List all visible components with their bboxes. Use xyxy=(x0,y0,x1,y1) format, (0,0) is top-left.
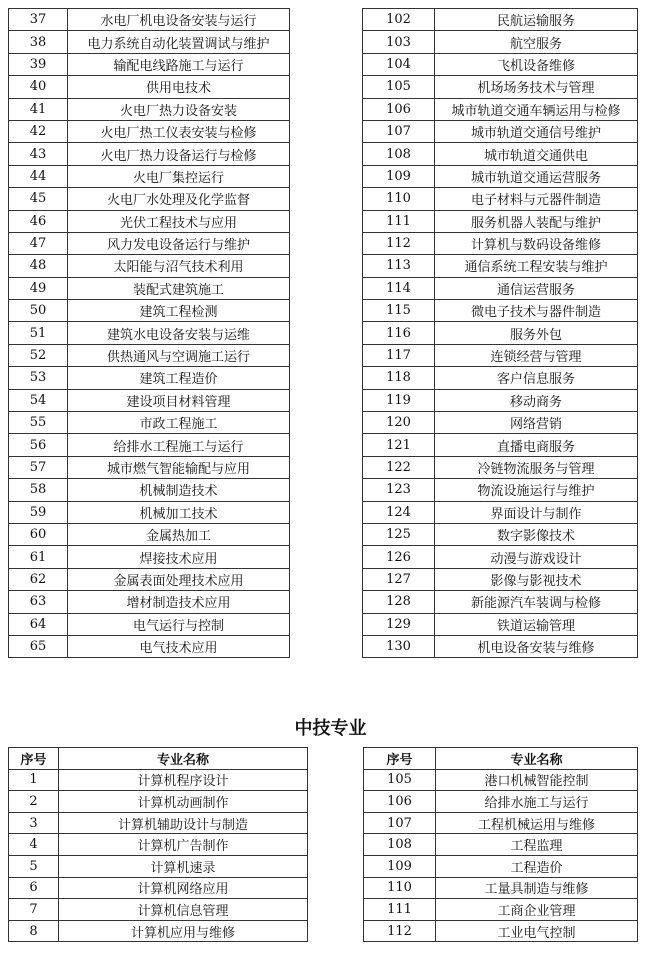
header-major-name: 专业名称 xyxy=(436,748,638,770)
table-row xyxy=(9,613,290,635)
seq-cell: 117 xyxy=(363,344,435,366)
major-name-cell: 光伏工程技术与应用 xyxy=(68,210,290,232)
major-name-cell: 机械加工技术 xyxy=(68,501,290,523)
major-name-cell: 工程造价 xyxy=(436,855,638,877)
table-row xyxy=(9,120,290,142)
seq-cell: 45 xyxy=(9,188,68,210)
seq-cell: 62 xyxy=(9,568,68,590)
table-row xyxy=(9,9,290,31)
table-row xyxy=(363,300,638,322)
table-row xyxy=(9,877,308,899)
major-name-cell: 给排水施工与运行 xyxy=(436,791,638,813)
seq-cell: 60 xyxy=(9,523,68,545)
seq-cell: 123 xyxy=(363,479,435,501)
table-row xyxy=(364,812,638,834)
seq-cell: 108 xyxy=(363,143,435,165)
header-row xyxy=(9,748,308,770)
major-name-cell: 计算机辅助设计与制造 xyxy=(59,812,308,834)
seq-cell: 52 xyxy=(9,344,68,366)
table-row xyxy=(9,412,290,434)
table-row xyxy=(9,523,290,545)
major-name-cell: 电力系统自动化装置调试与维护 xyxy=(68,31,290,53)
seq-cell: 110 xyxy=(363,188,435,210)
table-row xyxy=(9,232,290,254)
seq-cell: 109 xyxy=(363,165,435,187)
seq-cell: 109 xyxy=(364,855,436,877)
major-name-cell: 供用电技术 xyxy=(68,76,290,98)
table-row xyxy=(9,812,308,834)
seq-cell: 5 xyxy=(9,855,59,877)
table-row xyxy=(363,255,638,277)
secondary-major-table-left xyxy=(8,747,308,942)
seq-cell: 1 xyxy=(9,769,59,791)
major-name-cell: 物流设施运行与维护 xyxy=(435,479,638,501)
table-row xyxy=(363,120,638,142)
table-row xyxy=(363,9,638,31)
table-row xyxy=(9,344,290,366)
major-name-cell: 太阳能与沼气技术利用 xyxy=(68,255,290,277)
seq-cell: 120 xyxy=(363,412,435,434)
seq-cell: 59 xyxy=(9,501,68,523)
seq-cell: 103 xyxy=(363,31,435,53)
seq-cell: 112 xyxy=(363,232,435,254)
table-row xyxy=(364,834,638,856)
seq-cell: 54 xyxy=(9,389,68,411)
seq-cell: 2 xyxy=(9,791,59,813)
major-name-cell: 数字影像技术 xyxy=(435,523,638,545)
seq-cell: 57 xyxy=(9,456,68,478)
seq-cell: 106 xyxy=(364,791,436,813)
seq-cell: 43 xyxy=(9,143,68,165)
seq-cell: 129 xyxy=(363,613,435,635)
major-name-cell: 电气运行与控制 xyxy=(68,613,290,635)
major-name-cell: 火电厂水处理及化学监督 xyxy=(68,188,290,210)
seq-cell: 114 xyxy=(363,277,435,299)
table-row xyxy=(363,53,638,75)
seq-cell: 112 xyxy=(364,920,436,942)
table-row xyxy=(9,389,290,411)
table-row xyxy=(9,210,290,232)
table-row xyxy=(363,31,638,53)
major-name-cell: 城市燃气智能输配与应用 xyxy=(68,456,290,478)
major-name-cell: 计算机信息管理 xyxy=(59,899,308,921)
seq-cell: 115 xyxy=(363,300,435,322)
table-row xyxy=(9,456,290,478)
major-name-cell: 火电厂集控运行 xyxy=(68,165,290,187)
major-name-cell: 服务机器人装配与维护 xyxy=(435,210,638,232)
table-row xyxy=(363,232,638,254)
seq-cell: 37 xyxy=(9,9,68,31)
seq-cell: 61 xyxy=(9,546,68,568)
seq-cell: 125 xyxy=(363,523,435,545)
seq-cell: 116 xyxy=(363,322,435,344)
seq-cell: 46 xyxy=(9,210,68,232)
major-name-cell: 新能源汽车装调与检修 xyxy=(435,591,638,613)
table-row xyxy=(9,434,290,456)
seq-cell: 105 xyxy=(364,769,436,791)
table-row xyxy=(9,855,308,877)
major-name-cell: 给排水工程施工与运行 xyxy=(68,434,290,456)
major-name-cell: 工量具制造与维修 xyxy=(436,877,638,899)
seq-cell: 113 xyxy=(363,255,435,277)
seq-cell: 111 xyxy=(363,210,435,232)
major-name-cell: 网络营销 xyxy=(435,412,638,434)
table-row xyxy=(363,591,638,613)
major-name-cell: 城市轨道交通信号维护 xyxy=(435,120,638,142)
major-name-cell: 计算机应用与维修 xyxy=(59,920,308,942)
seq-cell: 104 xyxy=(363,53,435,75)
major-name-cell: 城市轨道交通车辆运用与检修 xyxy=(435,98,638,120)
major-name-cell: 通信系统工程安装与维护 xyxy=(435,255,638,277)
table-row xyxy=(9,188,290,210)
seq-cell: 130 xyxy=(363,635,435,657)
major-name-cell: 火电厂热力设备运行与检修 xyxy=(68,143,290,165)
seq-cell: 48 xyxy=(9,255,68,277)
table-row xyxy=(9,277,290,299)
major-name-cell: 水电厂机电设备安装与运行 xyxy=(68,9,290,31)
header-seq: 序号 xyxy=(364,748,436,770)
seq-cell: 7 xyxy=(9,899,59,921)
seq-cell: 121 xyxy=(363,434,435,456)
table-row xyxy=(364,899,638,921)
header-row xyxy=(364,748,638,770)
major-name-cell: 计算机广告制作 xyxy=(59,834,308,856)
table-row xyxy=(364,920,638,942)
major-name-cell: 冷链物流服务与管理 xyxy=(435,456,638,478)
major-name-cell: 增材制造技术应用 xyxy=(68,591,290,613)
table-row xyxy=(364,791,638,813)
table-row xyxy=(363,98,638,120)
seq-cell: 107 xyxy=(364,812,436,834)
header-major-name: 专业名称 xyxy=(59,748,308,770)
table-row xyxy=(9,31,290,53)
table-row xyxy=(363,277,638,299)
seq-cell: 42 xyxy=(9,120,68,142)
major-name-cell: 微电子技术与器件制造 xyxy=(435,300,638,322)
major-name-cell: 铁道运输管理 xyxy=(435,613,638,635)
major-name-cell: 计算机与数码设备维修 xyxy=(435,232,638,254)
seq-cell: 38 xyxy=(9,31,68,53)
major-name-cell: 移动商务 xyxy=(435,389,638,411)
table-row xyxy=(363,613,638,635)
seq-cell: 41 xyxy=(9,98,68,120)
major-name-cell: 飞机设备维修 xyxy=(435,53,638,75)
table-row xyxy=(9,546,290,568)
major-name-cell: 金属表面处理技术应用 xyxy=(68,568,290,590)
major-name-cell: 动漫与游戏设计 xyxy=(435,546,638,568)
major-name-cell: 焊接技术应用 xyxy=(68,546,290,568)
major-name-cell: 连锁经营与管理 xyxy=(435,344,638,366)
major-name-cell: 服务外包 xyxy=(435,322,638,344)
major-name-cell: 金属热加工 xyxy=(68,523,290,545)
table-row xyxy=(9,591,290,613)
major-name-cell: 机械制造技术 xyxy=(68,479,290,501)
major-name-cell: 火电厂热工仪表安装与检修 xyxy=(68,120,290,142)
major-name-cell: 航空服务 xyxy=(435,31,638,53)
major-name-cell: 电气技术应用 xyxy=(68,635,290,657)
seq-cell: 64 xyxy=(9,613,68,635)
major-name-cell: 建筑工程检测 xyxy=(68,300,290,322)
seq-cell: 127 xyxy=(363,568,435,590)
major-name-cell: 客户信息服务 xyxy=(435,367,638,389)
seq-cell: 111 xyxy=(364,899,436,921)
seq-cell: 102 xyxy=(363,9,435,31)
table-row xyxy=(9,479,290,501)
table-row xyxy=(9,255,290,277)
table-row xyxy=(363,546,638,568)
table-row xyxy=(363,635,638,657)
upper-major-table-right xyxy=(362,8,638,658)
major-name-cell: 装配式建筑施工 xyxy=(68,277,290,299)
major-name-cell: 输配电线路施工与运行 xyxy=(68,53,290,75)
header-seq: 序号 xyxy=(9,748,59,770)
seq-cell: 6 xyxy=(9,877,59,899)
seq-cell: 44 xyxy=(9,165,68,187)
seq-cell: 51 xyxy=(9,322,68,344)
table-row xyxy=(9,899,308,921)
table-row xyxy=(9,635,290,657)
table-row xyxy=(9,769,308,791)
table-row xyxy=(363,322,638,344)
seq-cell: 40 xyxy=(9,76,68,98)
major-name-cell: 港口机械智能控制 xyxy=(436,769,638,791)
seq-cell: 55 xyxy=(9,412,68,434)
table-row xyxy=(363,501,638,523)
table-row xyxy=(9,98,290,120)
major-name-cell: 机场场务技术与管理 xyxy=(435,76,638,98)
table-row xyxy=(363,210,638,232)
table-row xyxy=(364,855,638,877)
table-row xyxy=(363,344,638,366)
major-name-cell: 供热通风与空调施工运行 xyxy=(68,344,290,366)
major-name-cell: 工商企业管理 xyxy=(436,899,638,921)
table-row xyxy=(9,367,290,389)
table-row xyxy=(363,143,638,165)
table-row xyxy=(363,434,638,456)
major-name-cell: 城市轨道交通供电 xyxy=(435,143,638,165)
seq-cell: 106 xyxy=(363,98,435,120)
major-name-cell: 工业电气控制 xyxy=(436,920,638,942)
seq-cell: 126 xyxy=(363,546,435,568)
table-row xyxy=(363,76,638,98)
major-name-cell: 界面设计与制作 xyxy=(435,501,638,523)
seq-cell: 3 xyxy=(9,812,59,834)
table-row xyxy=(9,568,290,590)
major-name-cell: 计算机速录 xyxy=(59,855,308,877)
seq-cell: 50 xyxy=(9,300,68,322)
table-row xyxy=(9,834,308,856)
table-row xyxy=(9,791,308,813)
seq-cell: 4 xyxy=(9,834,59,856)
major-name-cell: 风力发电设备运行与维护 xyxy=(68,232,290,254)
major-name-cell: 建筑水电设备安装与运维 xyxy=(68,322,290,344)
upper-major-table-left xyxy=(8,8,290,658)
major-name-cell: 工程机械运用与维修 xyxy=(436,812,638,834)
table-row xyxy=(9,165,290,187)
table-row xyxy=(363,389,638,411)
table-row xyxy=(9,501,290,523)
seq-cell: 110 xyxy=(364,877,436,899)
seq-cell: 39 xyxy=(9,53,68,75)
seq-cell: 56 xyxy=(9,434,68,456)
major-name-cell: 影像与影视技术 xyxy=(435,568,638,590)
major-name-cell: 建筑工程造价 xyxy=(68,367,290,389)
table-row xyxy=(9,76,290,98)
major-name-cell: 计算机网络应用 xyxy=(59,877,308,899)
seq-cell: 107 xyxy=(363,120,435,142)
seq-cell: 122 xyxy=(363,456,435,478)
table-row xyxy=(363,188,638,210)
seq-cell: 65 xyxy=(9,635,68,657)
seq-cell: 49 xyxy=(9,277,68,299)
major-name-cell: 电子材料与元器件制造 xyxy=(435,188,638,210)
table-row xyxy=(9,53,290,75)
seq-cell: 63 xyxy=(9,591,68,613)
table-row xyxy=(363,367,638,389)
major-name-cell: 火电厂热力设备安装 xyxy=(68,98,290,120)
table-row xyxy=(363,523,638,545)
seq-cell: 108 xyxy=(364,834,436,856)
table-row xyxy=(364,769,638,791)
major-name-cell: 通信运营服务 xyxy=(435,277,638,299)
major-name-cell: 机电设备安装与维修 xyxy=(435,635,638,657)
table-row xyxy=(364,877,638,899)
seq-cell: 119 xyxy=(363,389,435,411)
table-row xyxy=(363,412,638,434)
table-row xyxy=(9,322,290,344)
major-name-cell: 计算机动画制作 xyxy=(59,791,308,813)
table-row xyxy=(9,143,290,165)
major-name-cell: 城市轨道交通运营服务 xyxy=(435,165,638,187)
seq-cell: 128 xyxy=(363,591,435,613)
secondary-major-table-right xyxy=(363,747,638,942)
major-name-cell: 工程监理 xyxy=(436,834,638,856)
table-row xyxy=(363,568,638,590)
seq-cell: 53 xyxy=(9,367,68,389)
seq-cell: 8 xyxy=(9,920,59,942)
table-row xyxy=(9,300,290,322)
table-row xyxy=(9,920,308,942)
table-row xyxy=(363,165,638,187)
table-row xyxy=(363,479,638,501)
seq-cell: 124 xyxy=(363,501,435,523)
seq-cell: 58 xyxy=(9,479,68,501)
major-name-cell: 民航运输服务 xyxy=(435,9,638,31)
seq-cell: 47 xyxy=(9,232,68,254)
section-title: 中技专业 xyxy=(294,718,367,739)
major-name-cell: 计算机程序设计 xyxy=(59,769,308,791)
seq-cell: 118 xyxy=(363,367,435,389)
table-row xyxy=(363,456,638,478)
major-name-cell: 建设项目材料管理 xyxy=(68,389,290,411)
seq-cell: 105 xyxy=(363,76,435,98)
major-name-cell: 直播电商服务 xyxy=(435,434,638,456)
major-name-cell: 市政工程施工 xyxy=(68,412,290,434)
